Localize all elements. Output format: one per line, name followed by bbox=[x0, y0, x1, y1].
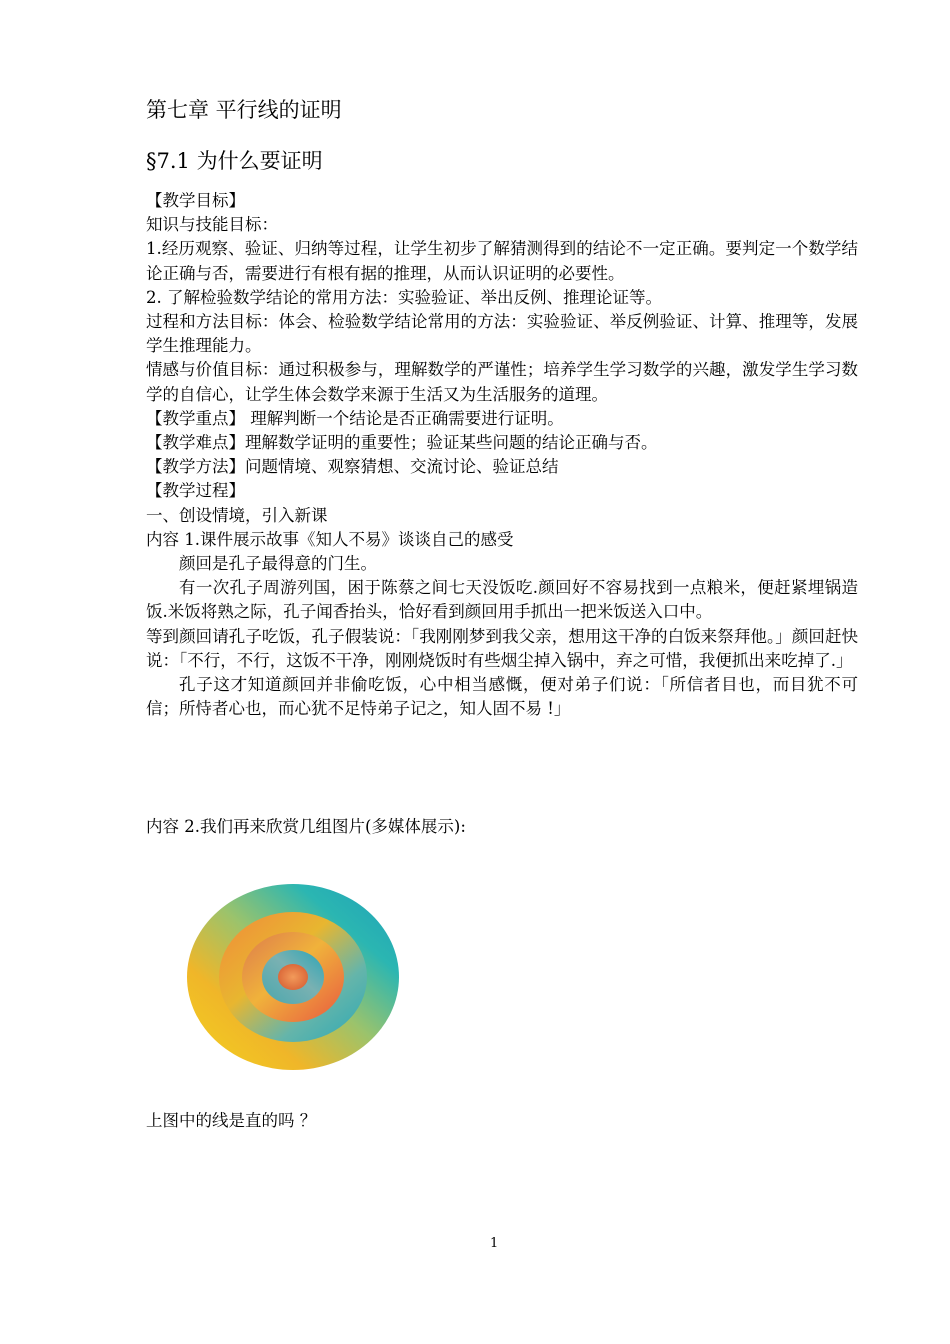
concentric-rings-illusion-image bbox=[186, 883, 400, 1071]
center-dot bbox=[278, 964, 308, 990]
chapter-title: 第七章 平行线的证明 bbox=[146, 98, 342, 122]
teaching-method: 【教学方法】问题情境、观察猜想、交流讨论、验证总结 bbox=[146, 457, 559, 477]
story-paragraph-2: 有一次孔子周游列国，困于陈蔡之间七天没饭吃.颜回好不容易找到一点粮米，便赶紧埋锅造饭.米饭将熟之际，孔子闻香抬头，恰好看到颜回用手抓出一把米饭送入口中。 bbox=[146, 578, 858, 622]
content-two-heading: 内容 2.我们再来欣赏几组图片(多媒体展示): bbox=[146, 817, 466, 836]
step-one-heading: 一、创设情境，引入新课 bbox=[146, 505, 328, 525]
lesson-plan-body bbox=[146, 189, 858, 721]
emotion-value-goal: 情感与价值目标：通过积极参与，理解数学的严谨性；培养学生学习数学的兴趣，激发学生学习数学的自信心，让学生体会数学来源于生活又为生活服务的道理。 bbox=[146, 360, 858, 404]
knowledge-goal-item-1: 1.经历观察、验证、归纳等过程，让学生初步了解猜测得到的结论不一定正确。要判定一个数学结论正确与否，需要进行有根有据的推理，从而认识证明的必要性。 bbox=[146, 239, 858, 283]
page-number: 1 bbox=[490, 1236, 499, 1251]
teaching-key-point: 【教学重点】 理解判断一个结论是否正确需要进行证明。 bbox=[146, 408, 564, 428]
section-title: §7.1 为什么要证明 bbox=[146, 149, 323, 173]
teaching-goals-heading: 【教学目标】 bbox=[146, 191, 245, 210]
knowledge-goal-label: 知识与技能目标： bbox=[146, 215, 278, 235]
teaching-difficulty: 【教学难点】理解数学证明的重要性；验证某些问题的结论正确与否。 bbox=[146, 433, 658, 453]
story-paragraph-3: 等到颜回请孔子吃饭，孔子假装说：「我刚刚梦到我父亲，想用这干净的白饭来祭拜他。」颜回赶快说：「不行，不行，这饭不干净，刚刚烧饭时有些烟尘掉入锅中，弃之可惜，我便抓出来吃掉了.」 bbox=[146, 626, 858, 670]
content-one-heading: 内容 1.课件展示故事《知人不易》谈谈自己的感受 bbox=[146, 529, 514, 549]
process-method-goal: 过程和方法目标：体会、检验数学结论常用的方法：实验验证、举反例验证、计算、推理等，发展学生推理能力。 bbox=[146, 312, 858, 356]
illusion-question: 上图中的线是直的吗 ？ bbox=[146, 1111, 317, 1130]
story-paragraph-1: 颜回是孔子最得意的门生。 bbox=[179, 554, 377, 574]
story-paragraph-4: 孔子这才知道颜回并非偷吃饭，心中相当感慨，便对弟子们说：「所信者目也，而目犹不可信；所恃者心也，而心犹不足恃弟子记之，知人固不易 !」 bbox=[146, 675, 858, 719]
teaching-process-heading: 【教学过程】 bbox=[146, 481, 245, 501]
knowledge-goal-item-2: 2. 了解检验数学结论的常用方法：实验验证、举出反例、推理论证等。 bbox=[146, 287, 662, 307]
concentric-rings-illusion-icon bbox=[186, 883, 400, 1071]
